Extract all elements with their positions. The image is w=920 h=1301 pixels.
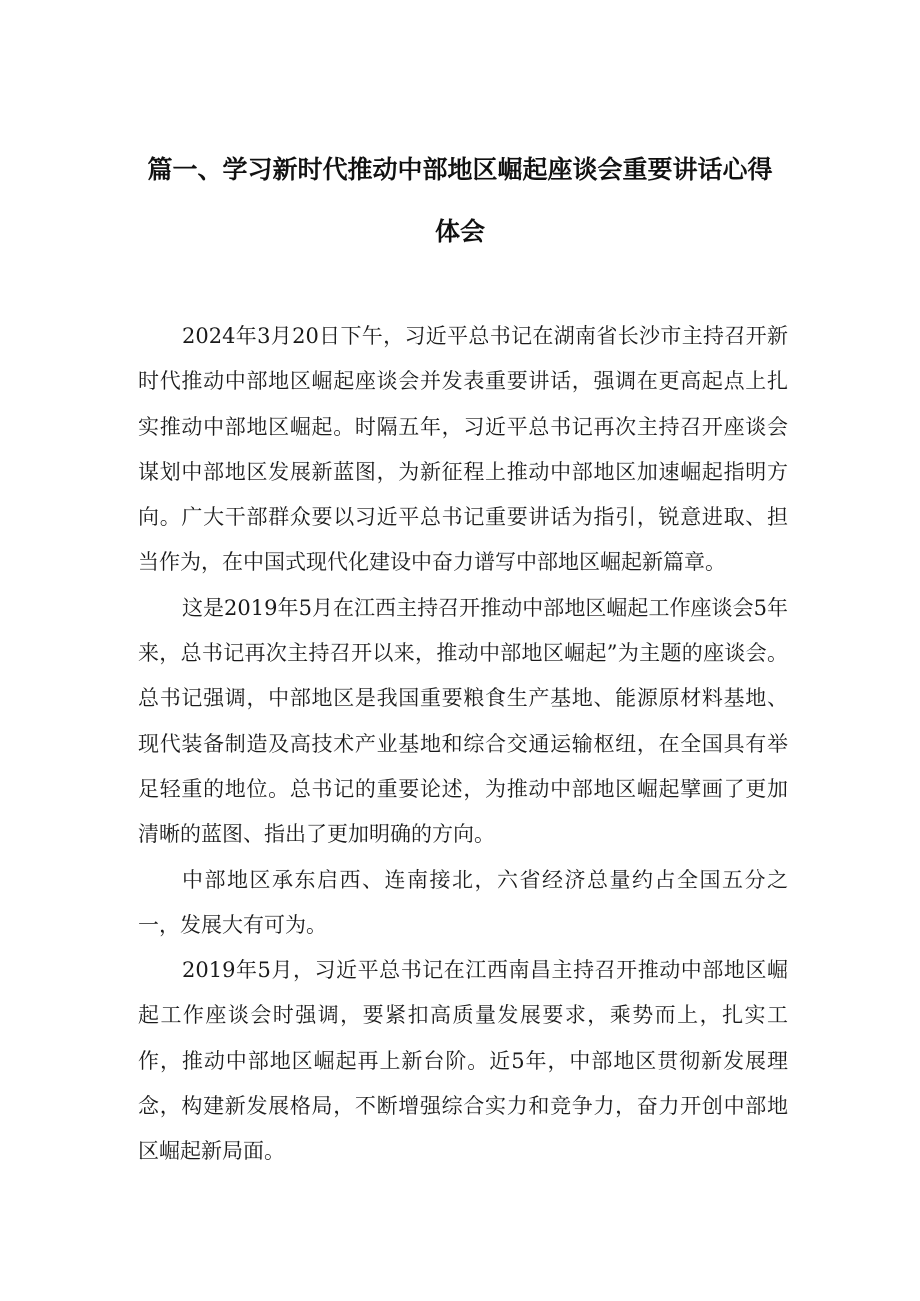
document-body [138, 314, 788, 1175]
body-paragraph-2: 这是2019年5月在江西主持召开推动中部地区崛起工作座谈会5年来，总书记再次主持召开以来，推动中部地区崛起”为主题的座谈会。总书记强调，中部地区是我国重要粮食生产基地、能源原材料基地、现代装备制造及高技术产业基地和综合交通运输枢纽，在全国具有举足轻重的地位。总书记的重要论述，为推动中部地区崛起擘画了更加清晰的蓝图、指出了更加明确的方向。 [138, 595, 788, 847]
document-title-line-1: 篇一、学习新时代推动中部地区崛起座谈会重要讲话心得 [147, 155, 773, 184]
document-title-line-2: 体会 [434, 217, 485, 246]
body-paragraph-4: 2019年5月，习近平总书记在江西南昌主持召开推动中部地区崛起工作座谈会时强调，要紧扣高质量发展要求，乘势而上，扎实工作，推动中部地区崛起再上新台阶。近5年，中部地区贯彻新发展理念，构建新发展格局，不断增强综合实力和竞争力，奋力开创中部地区崛起新局面。 [138, 958, 788, 1164]
body-paragraph-1: 2024年3月20日下午，习近平总书记在湖南省长沙市主持召开新时代推动中部地区崛起座谈会并发表重要讲话，强调在更高起点上扎实推动中部地区崛起。时隔五年，习近平总书记再次主持召开座谈会谋划中部地区发展新蓝图，为新征程上推动中部地区加速崛起指明方向。广大干部群众要以习近平总书记重要讲话为指引，锐意进取、担当作为，在中国式现代化建设中奋力谱写中部地区崛起新篇章。 [138, 324, 788, 575]
body-paragraph-3: 中部地区承东启西、连南接北，六省经济总量约占全国五分之一，发展大有可为。 [138, 867, 788, 937]
